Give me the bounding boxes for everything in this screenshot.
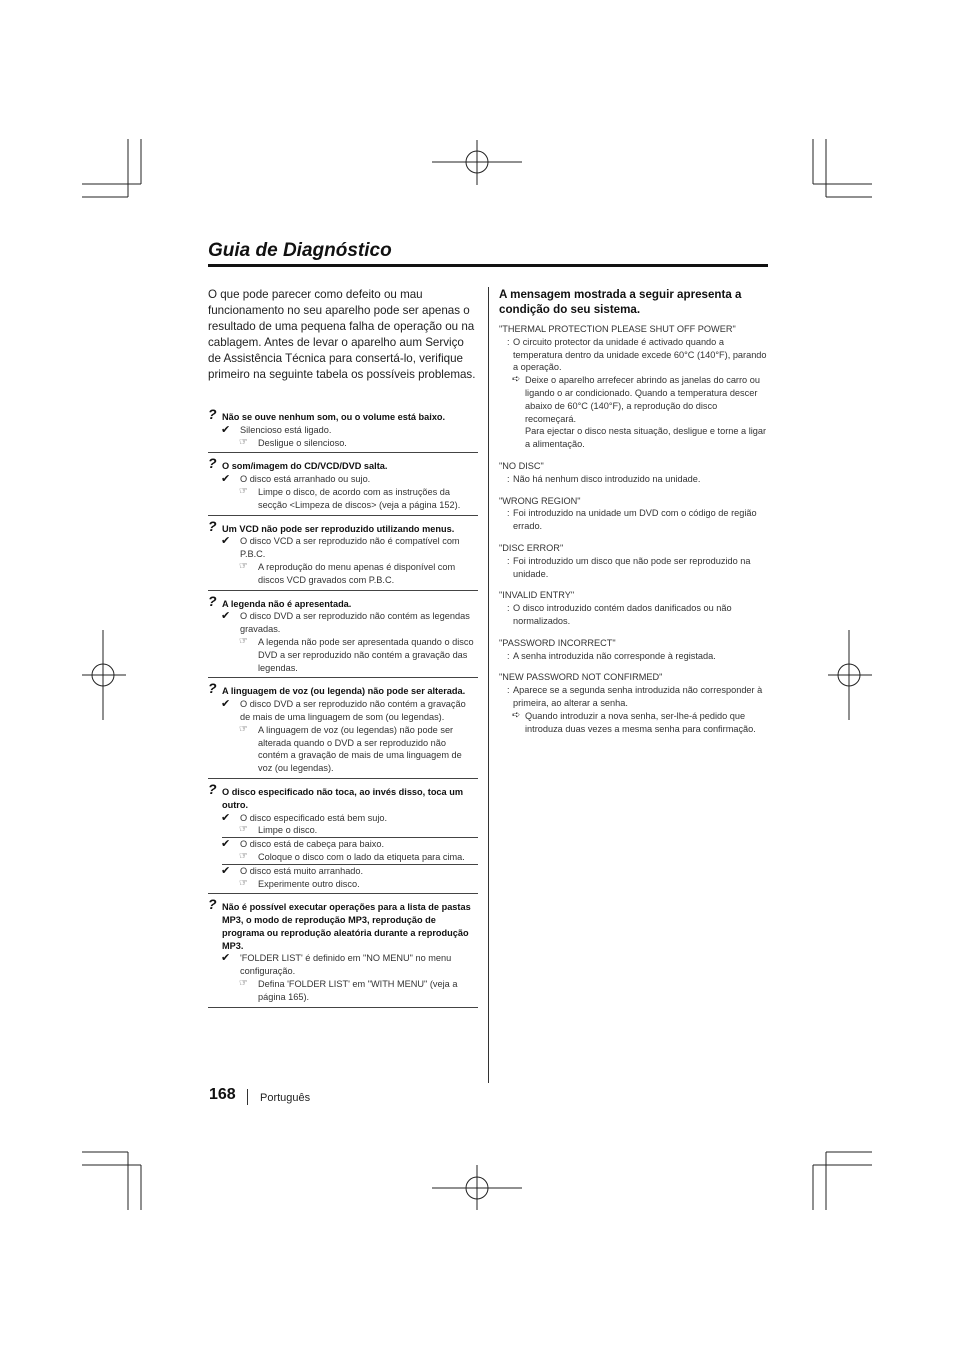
message-entry — [499, 323, 769, 451]
problem-item — [208, 517, 478, 591]
problem-solution: ☞ Experimente outro disco. — [239, 877, 360, 889]
problem-question: ? O disco especificado não toca, ao invés disso, toca um outro. — [208, 780, 463, 810]
message-code: "THERMAL PROTECTION PLEASE SHUT OFF POWER" — [499, 324, 736, 334]
problem-cause: ✔ O disco VCD a ser reproduzido não é compatível com P.B.C. — [221, 535, 460, 560]
problem-question: ? Um VCD não pode ser reproduzido utilizando menus. — [208, 517, 455, 534]
problem-solution: ☞ A linguagem de voz (ou legendas) não pode ser alterada quando o DVD a ser reproduzido não contém a gravação de mais de uma linguagem de voz (ou legendas). — [239, 723, 462, 774]
message-description: : O circuito protector da unidade é activado quando a temperatura dentro da unidade excede 60°C (140°F), parando a operação. — [507, 336, 767, 373]
problem-question: ? A legenda não é apresentada. — [208, 592, 352, 609]
message-code: "DISC ERROR" — [499, 542, 564, 553]
check-icon: ✔ — [221, 864, 231, 877]
message-description: : O disco introduzido contém dados danificados ou não normalizados. — [507, 603, 732, 626]
problem-item — [208, 896, 478, 1007]
hand-icon: ☞ — [239, 978, 248, 990]
messages-heading: A mensagem mostrada a seguir apresenta a condição do seu sistema. — [499, 288, 742, 316]
problem-cause: ✔ O disco está arranhado ou sujo. — [221, 473, 371, 486]
message-code: "WRONG REGION" — [499, 495, 581, 506]
messages-section — [499, 287, 769, 744]
arrow-icon: ➪ — [512, 374, 521, 386]
message-description: : A senha introduzida não corresponde à registada. — [507, 650, 716, 661]
intro-paragraph: O que pode parecer como defeito ou mau funcionamento no seu aparelho pode ser apenas o resultado de uma pequena falha de operação ou na cablagem. Antes de levar o aparelho aum Serviço de Assistência Técnica para consertá-lo, verifique primeiro na seguinte tabela os possíveis problemas. — [208, 288, 476, 381]
message-action-note: Para ejectar o disco nesta situação, desligue e torne a ligar a alimentação. — [525, 426, 767, 450]
page-number: 168 — [209, 1086, 236, 1103]
hand-icon: ☞ — [239, 560, 248, 572]
problem-question: ? O som/imagem do CD/VCD/DVD salta. — [208, 455, 388, 472]
problem-solution: ☞ Defina 'FOLDER LIST' em "WITH MENU" (veja a página 165). — [239, 978, 458, 1002]
footer-separator — [247, 1089, 248, 1105]
problem-question: ? Não se ouve nenhum som, ou o volume está baixo. — [208, 406, 446, 422]
title-rule — [208, 264, 768, 267]
hand-icon: ☞ — [239, 723, 248, 735]
message-action: ➪ Deixe o aparelho arrefecer abrindo as janelas do carro ou ligando o ar condicionado. Quando a temperatura descer abaixo de 60°C (140°F), a reprodução do disco recomeçará. — [512, 374, 760, 424]
message-entry — [499, 589, 769, 627]
problem-solution: ☞ Coloque o disco com o lado da etiqueta para cima. — [239, 850, 465, 862]
problem-cause: ✔ O disco está de cabeça para baixo. — [221, 838, 385, 851]
column-divider — [488, 287, 489, 1083]
message-code: "INVALID ENTRY" — [499, 590, 575, 601]
check-icon: ✔ — [221, 535, 231, 548]
problem-cause: ✔ Silencioso está ligado. — [221, 423, 332, 436]
question-icon: ? — [208, 780, 217, 797]
problem-item — [208, 592, 478, 679]
message-code: "NO DISC" — [499, 460, 544, 471]
hand-icon: ☞ — [239, 824, 248, 836]
message-description: : Foi introduzido na unidade um DVD com o código de região errado. — [507, 508, 757, 532]
message-description: : Foi introduzido um disco que não pode ser reproduzido na unidade. — [507, 555, 751, 579]
problem-cause: ✔ O disco está muito arranhado. — [221, 864, 364, 877]
hand-icon: ☞ — [239, 850, 248, 862]
question-icon: ? — [208, 592, 217, 609]
check-icon: ✔ — [221, 952, 231, 965]
message-entry — [499, 495, 769, 533]
cause-group — [222, 838, 478, 865]
hand-icon: ☞ — [239, 877, 248, 889]
cause-group — [208, 865, 478, 891]
question-icon: ? — [208, 517, 217, 534]
problem-solution: ☞ A reprodução do menu apenas é disponível com discos VCD gravados com P.B.C. — [239, 560, 456, 585]
message-entry — [499, 542, 769, 580]
check-icon: ✔ — [221, 811, 231, 824]
check-icon: ✔ — [221, 473, 231, 486]
message-code: "PASSWORD INCORRECT" — [499, 637, 616, 648]
problem-item — [208, 680, 478, 779]
problem-cause: ✔ O disco DVD a ser reproduzido não contém a gravação de mais de uma linguagem de som (ou legendas). — [221, 698, 466, 722]
problem-item — [208, 406, 478, 453]
hand-icon: ☞ — [239, 635, 248, 647]
check-icon: ✔ — [221, 698, 231, 711]
footer-language: Português — [260, 1092, 311, 1104]
problem-solution: ☞ A legenda não pode ser apresentada quando o disco DVD a ser reproduzido não contém a gravação das legendas. — [239, 635, 474, 673]
message-action: ➪ Quando introduzir a nova senha, ser-lhe-á pedido que introduza duas vezes a mesma senha para confirmação. — [512, 709, 756, 734]
problem-cause: ✔ O disco DVD a ser reproduzido não contém as legendas gravadas. — [221, 610, 470, 635]
problem-cause: ✔ 'FOLDER LIST' é definido em "NO MENU" no menu configuração. — [221, 952, 452, 977]
arrow-icon: ➪ — [512, 709, 521, 721]
problem-cause: ✔ O disco especificado está bem sujo. — [221, 811, 388, 824]
problem-solution: ☞ Desligue o silencioso. — [239, 436, 347, 448]
hand-icon: ☞ — [239, 485, 248, 497]
check-icon: ✔ — [221, 610, 231, 623]
problem-question: ? Não é possível executar operações para a lista de pastas MP3, o modo de reprodução MP3, reprodução de programa ou reprodução aleatória durante a reprodução MP3. — [208, 896, 471, 951]
problem-item — [208, 780, 478, 894]
question-icon: ? — [208, 896, 217, 913]
question-icon: ? — [208, 680, 217, 697]
problem-item — [208, 455, 478, 515]
question-icon: ? — [208, 455, 217, 472]
message-description: : Não há nenhum disco introduzido na unidade. — [507, 473, 701, 484]
check-icon: ✔ — [221, 423, 231, 436]
cause-group — [222, 812, 478, 839]
problem-solution: ☞ Limpe o disco, de acordo com as instruções da secção <Limpeza de discos> (veja a página 152). — [239, 485, 461, 510]
message-entry — [499, 460, 769, 486]
problem-solution: ☞ Limpe o disco. — [239, 824, 318, 836]
page-title: Guia de Diagnóstico — [208, 240, 392, 261]
check-icon: ✔ — [221, 838, 231, 851]
problem-question: ? A linguagem de voz (ou legenda) não pode ser alterada. — [208, 680, 466, 697]
message-entry — [499, 671, 769, 735]
hand-icon: ☞ — [239, 436, 248, 448]
message-code: "NEW PASSWORD NOT CONFIRMED" — [499, 672, 663, 683]
message-entry — [499, 637, 769, 663]
message-description: : Aparece se a segunda senha introduzida não corresponder à primeira, ao alterar a senha. — [507, 685, 763, 708]
question-icon: ? — [208, 406, 217, 422]
troubleshooting-list — [208, 406, 478, 1008]
